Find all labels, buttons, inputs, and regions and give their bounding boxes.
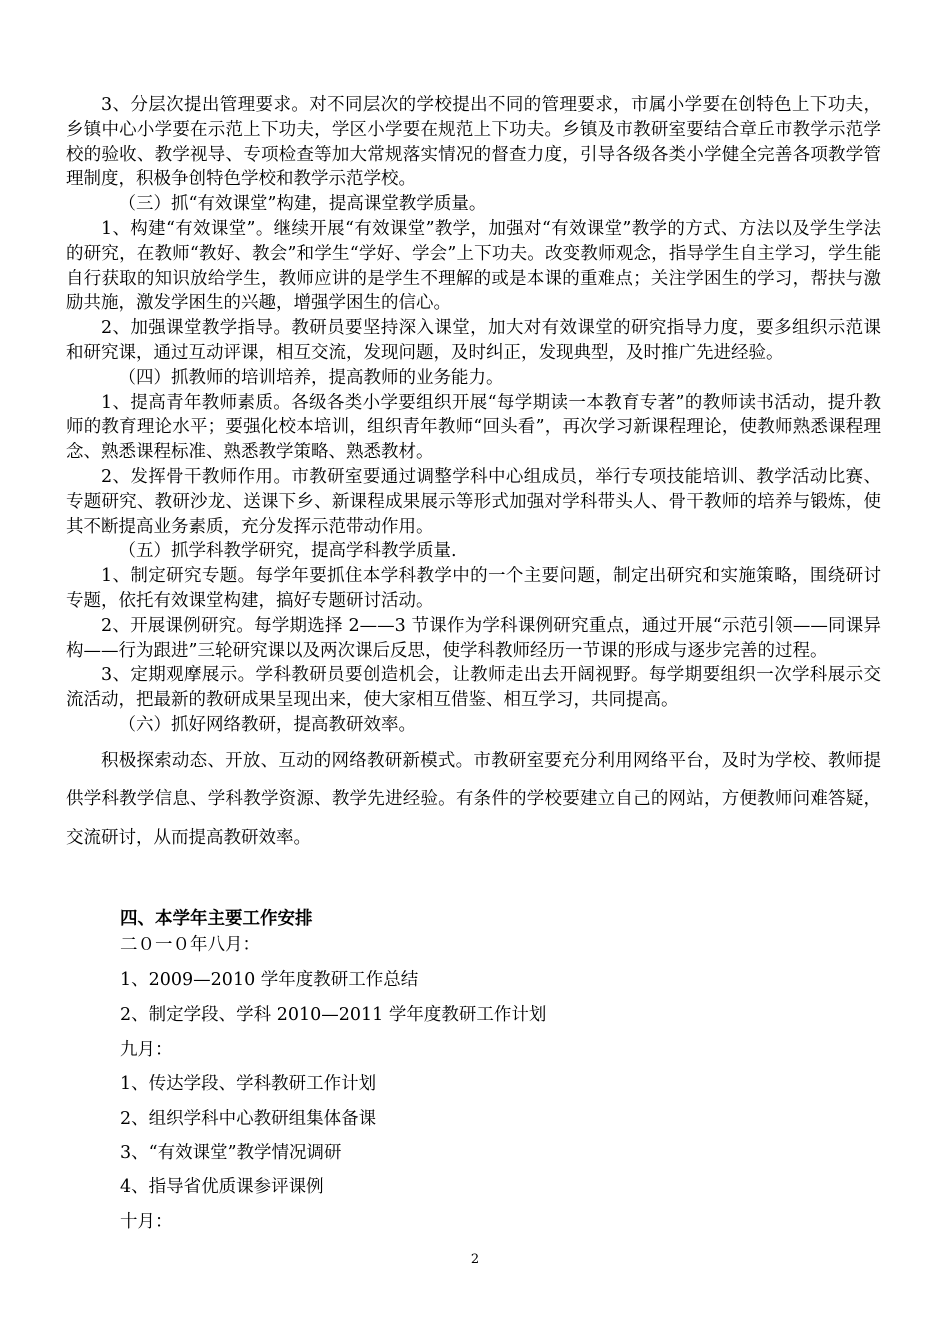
paragraph-lesson-study: 2、开展课例研究。每学期选择 2——3 节课作为学科课例研究重点，通过开展“示范引领——同课异构——行为跟进”三轮研究课以及两次课后反思，使学科教师经历一节课的形成与逐步完善的过程。: [66, 615, 881, 661]
paragraph-backbone-teachers: 2、发挥骨干教师作用。市教研室要通过调整学科中心组成员，举行专项技能培训、教学活动比赛、专题研究、教研沙龙、送课下乡、新课程成果展示等形式加强对学科带头人、骨干教师的培养与锻炼，使其不断提高业务素质，充分发挥示范带动作用。: [66, 466, 881, 537]
page-number: 2: [470, 1252, 480, 1267]
heading-teacher-training: （四）抓教师的培训培养，提高教师的业务能力。: [118, 367, 504, 388]
schedule-month-october: 十月：: [120, 1212, 173, 1232]
paragraph-build-effective-classroom: 1、构建“有效课堂”。继续开展“有效课堂”教学，加强对“有效课堂”教学的方式、方法以及学生学法的研究，在教师“教好、教会”和学生“学好、学会”上下功夫。改变教师观念，指导学生自主学习，学生能自行获取的知识放给学生，教师应讲的是学生不理解的或是本课的重难点；关注学困生的学习，帮扶与激励共施，激发学困生的兴趣，增强学困生的信心。: [66, 218, 881, 314]
body-text: [66, 93, 881, 858]
paragraph-observation: 3、定期观摩展示。学科教研员要创造机会，让教师走出去开阔视野。每学期要组织一次学科展示交流活动，把最新的教研成果呈现出来，使大家相互借鉴、相互学习，共同提高。: [66, 665, 881, 711]
schedule-item: 3、“有效课堂”教学情况调研: [120, 1143, 342, 1163]
heading-subject-research: （五）抓学科教学研究，提高学科教学质量.: [118, 541, 457, 562]
paragraph-young-teachers: 1、提高青年教师素质。各级各类小学要组织开展“每学期读一本教育专著”的教师读书活动，提升教师的教育理论水平；要强化校本培训，组织青年教师“回头看”，再次学习新课程理论，使教师熟悉课程理念、熟悉课程标准、熟悉教学策略、熟悉教材。: [66, 392, 881, 463]
section-heading: 四、本学年主要工作安排: [120, 909, 313, 929]
schedule-item: 2、制定学段、学科 2010—2011 学年度教研工作计划: [120, 1005, 547, 1025]
paragraph-management-levels: 3、分层次提出管理要求。对不同层次的学校提出不同的管理要求，市属小学要在创特色上下功夫，乡镇中心小学要在示范上下功夫，学区小学要在规范上下功夫。乡镇及市教研室要结合章丘市教学示范学校的验收、教学视导、专项检查等加大常规落实情况的督查力度，引导各级各类小学健全完善各项教学管理制度，积极争创特色学校和教学示范学校。: [66, 95, 881, 190]
schedule-item: 1、2009—2010 学年度教研工作总结: [120, 970, 419, 990]
paragraph-network-research: 积极探索动态、开放、互动的网络教研新模式。市教研室要充分利用网络平台，及时为学校、教师提供学科教学信息、学科教学资源、教学先进经验。有条件的学校要建立自己的网站，方便教师问难答疑，交流研讨，从而提高教研效率。: [66, 750, 881, 849]
schedule-month-august: 二０一０年八月：: [120, 935, 260, 955]
paragraph-classroom-guidance: 2、加强课堂教学指导。教研员要坚持深入课堂，加大对有效课堂的研究指导力度，要多组织示范课和研究课，通过互动评课，相互交流，发现问题，及时纠正，发现典型，及时推广先进经验。: [66, 318, 881, 363]
paragraph-research-topics: 1、制定研究专题。每学年要抓住本学科教学中的一个主要问题，制定出研究和实施策略，围绕研讨专题，依托有效课堂构建，搞好专题研讨活动。: [66, 566, 881, 611]
schedule-item: 1、传达学段、学科教研工作计划: [120, 1074, 377, 1094]
heading-effective-classroom: （三）抓“有效课堂”构建，提高课堂教学质量。: [118, 194, 487, 215]
schedule-item: 2、组织学科中心教研组集体备课: [120, 1109, 377, 1129]
schedule-item: 4、指导省优质课参评课例: [120, 1177, 324, 1197]
schedule-month-september: 九月：: [120, 1040, 173, 1060]
heading-network-research: （六）抓好网络教研，提高教研效率。: [118, 714, 416, 735]
